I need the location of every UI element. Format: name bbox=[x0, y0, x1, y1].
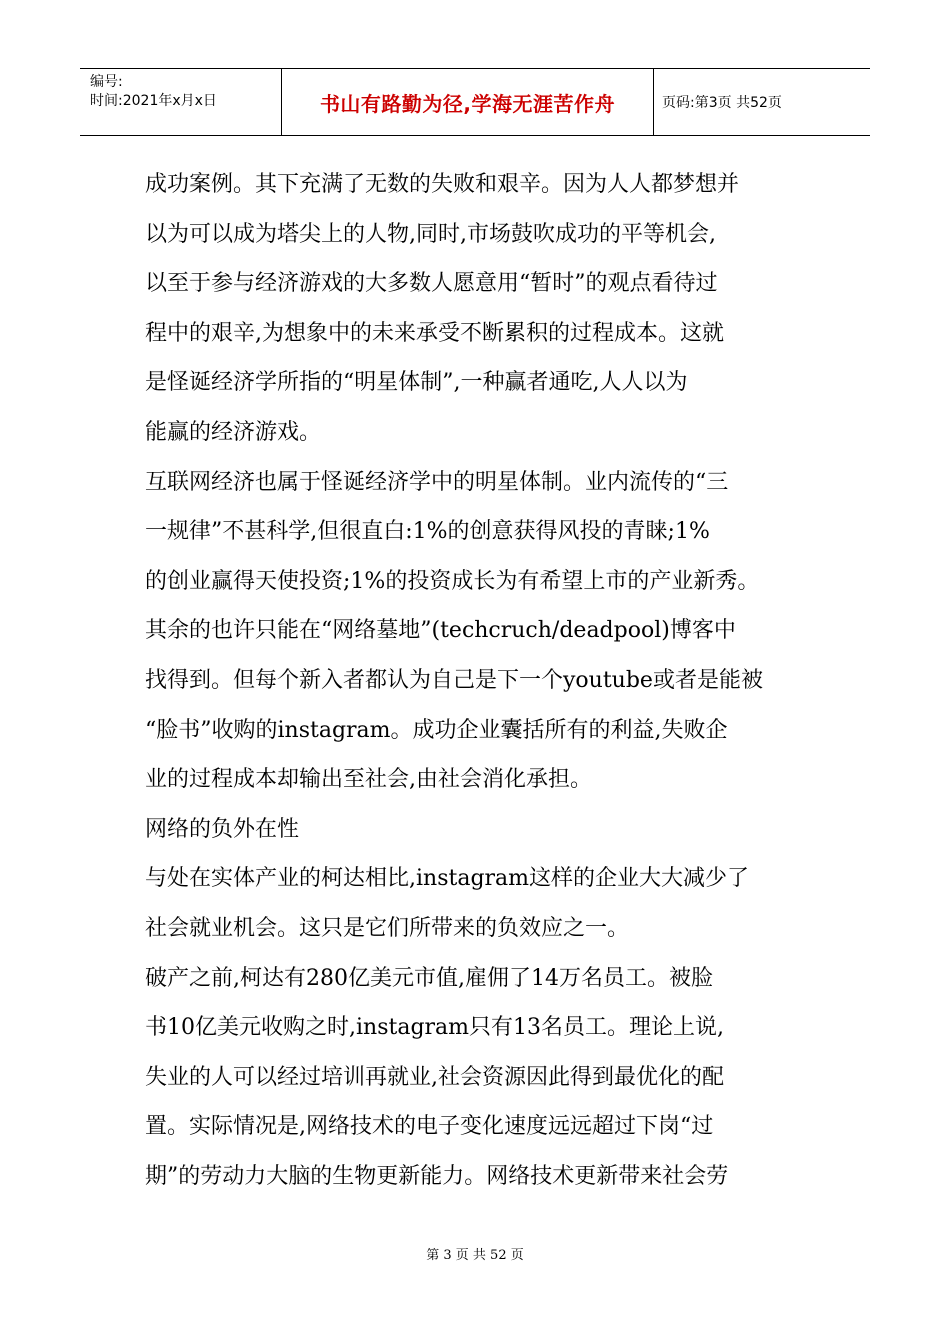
body-line: 其余的也许只能在“网络墓地”(techcruch/deadpool)博客中 bbox=[145, 618, 736, 644]
body-line: 一规律”不甚科学,但很直白:1%的创意获得风投的青睐;1% bbox=[145, 519, 710, 545]
body-line: 找得到。但每个新入者都认为自己是下一个youtube或者是能被 bbox=[145, 667, 763, 693]
body-line: 成功案例。其下充满了无数的失败和艰辛。因为人人都梦想并 bbox=[145, 172, 740, 197]
body-line: 与处在实体产业的柯达相比,instagram这样的企业大大减少了 bbox=[145, 866, 750, 892]
body-line: 失业的人可以经过培训再就业,社会资源因此得到最优化的配 bbox=[145, 1064, 724, 1090]
document-number-label: 编号: bbox=[90, 74, 123, 90]
body-line: 以至于参与经济游戏的大多数人愿意用“暂时”的观点看待过 bbox=[145, 271, 718, 297]
header-motto: 书山有路勤为径,学海无涯苦作舟 bbox=[282, 69, 654, 135]
body-line: 期”的劳动力大脑的生物更新能力。网络技术更新带来社会劳 bbox=[145, 1163, 729, 1189]
body-line: 置。实际情况是,网络技术的电子变化速度远远超过下岗“过 bbox=[145, 1114, 714, 1140]
page-header bbox=[80, 68, 870, 136]
body-line: 程中的艰辛,为想象中的未来承受不断累积的过程成本。这就 bbox=[145, 320, 724, 346]
section-heading: 网络的负外在性 bbox=[145, 816, 300, 842]
body-line: 破产之前,柯达有280亿美元市值,雇佣了14万名员工。被脸 bbox=[145, 965, 713, 991]
document-body bbox=[145, 160, 825, 1201]
page-footer: 第 3 页 共 52 页 bbox=[426, 1248, 524, 1263]
body-line: “脸书”收购的instagram。成功企业囊括所有的利益,失败企 bbox=[145, 717, 728, 743]
body-line: 的创业赢得天使投资;1%的投资成长为有希望上市的产业新秀。 bbox=[145, 568, 760, 594]
document-time-label: 时间:2021年x月x日 bbox=[90, 93, 217, 109]
body-line: 以为可以成为塔尖上的人物,同时,市场鼓吹成功的平等机会, bbox=[145, 221, 716, 247]
header-meta bbox=[80, 69, 282, 135]
body-line: 能赢的经济游戏。 bbox=[145, 419, 322, 445]
header-page-info: 页码:第3页 共52页 bbox=[662, 95, 782, 111]
body-line: 业的过程成本却输出至社会,由社会消化承担。 bbox=[145, 767, 592, 793]
body-line: 社会就业机会。这只是它们所带来的负效应之一。 bbox=[145, 915, 630, 941]
body-line: 互联网经济也属于怪诞经济学中的明星体制。业内流传的“三 bbox=[145, 469, 729, 495]
body-line: 书10亿美元收购之时,instagram只有13名员工。理论上说, bbox=[145, 1015, 725, 1041]
body-line: 是怪诞经济学所指的“明星体制”,一种赢者通吃,人人以为 bbox=[145, 370, 688, 396]
